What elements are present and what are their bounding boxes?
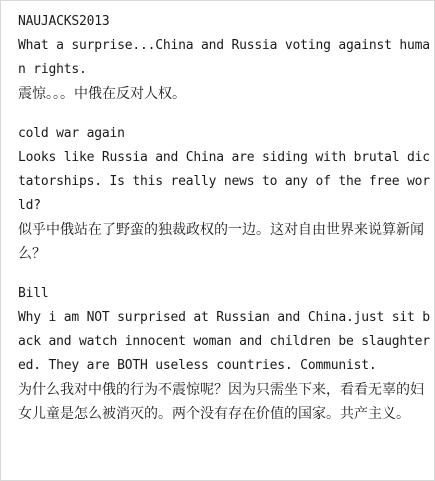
comment-text-chinese: 震惊。。。中俄在反对人权。 [18, 86, 186, 102]
comment-author: NAUJACKS2013 [18, 14, 110, 29]
comment-text-chinese: 似乎中俄站在了野蛮的独裁政权的一边。这对自由世界来说算新闻么？ [18, 222, 424, 262]
comment-author: cold war again [18, 126, 125, 141]
comment-text-english: Looks like Russia and China are siding with brutal dictatorships. Is this really news to any of the free world? [18, 150, 430, 213]
comment-text-english: What a surprise...China and Russia voting against human rights. [18, 38, 430, 77]
comment-item [18, 10, 434, 106]
comment-text-chinese: 为什么我对中俄的行为不震惊呢？因为只需坐下来，看看无辜的妇女儿童是怎么被消灭的。两个没有存在价值的国家。共产主义。 [18, 382, 424, 422]
comment-author: Bill [18, 286, 49, 301]
comment-list [18, 10, 434, 442]
comment-text-english: Why i am NOT surprised at Russian and China.just sit back and watch innocent woman and children be slaughtered. They are BOTH useless countries. Communist. [18, 310, 430, 373]
comment-item [18, 122, 434, 266]
comment-item [18, 282, 434, 426]
